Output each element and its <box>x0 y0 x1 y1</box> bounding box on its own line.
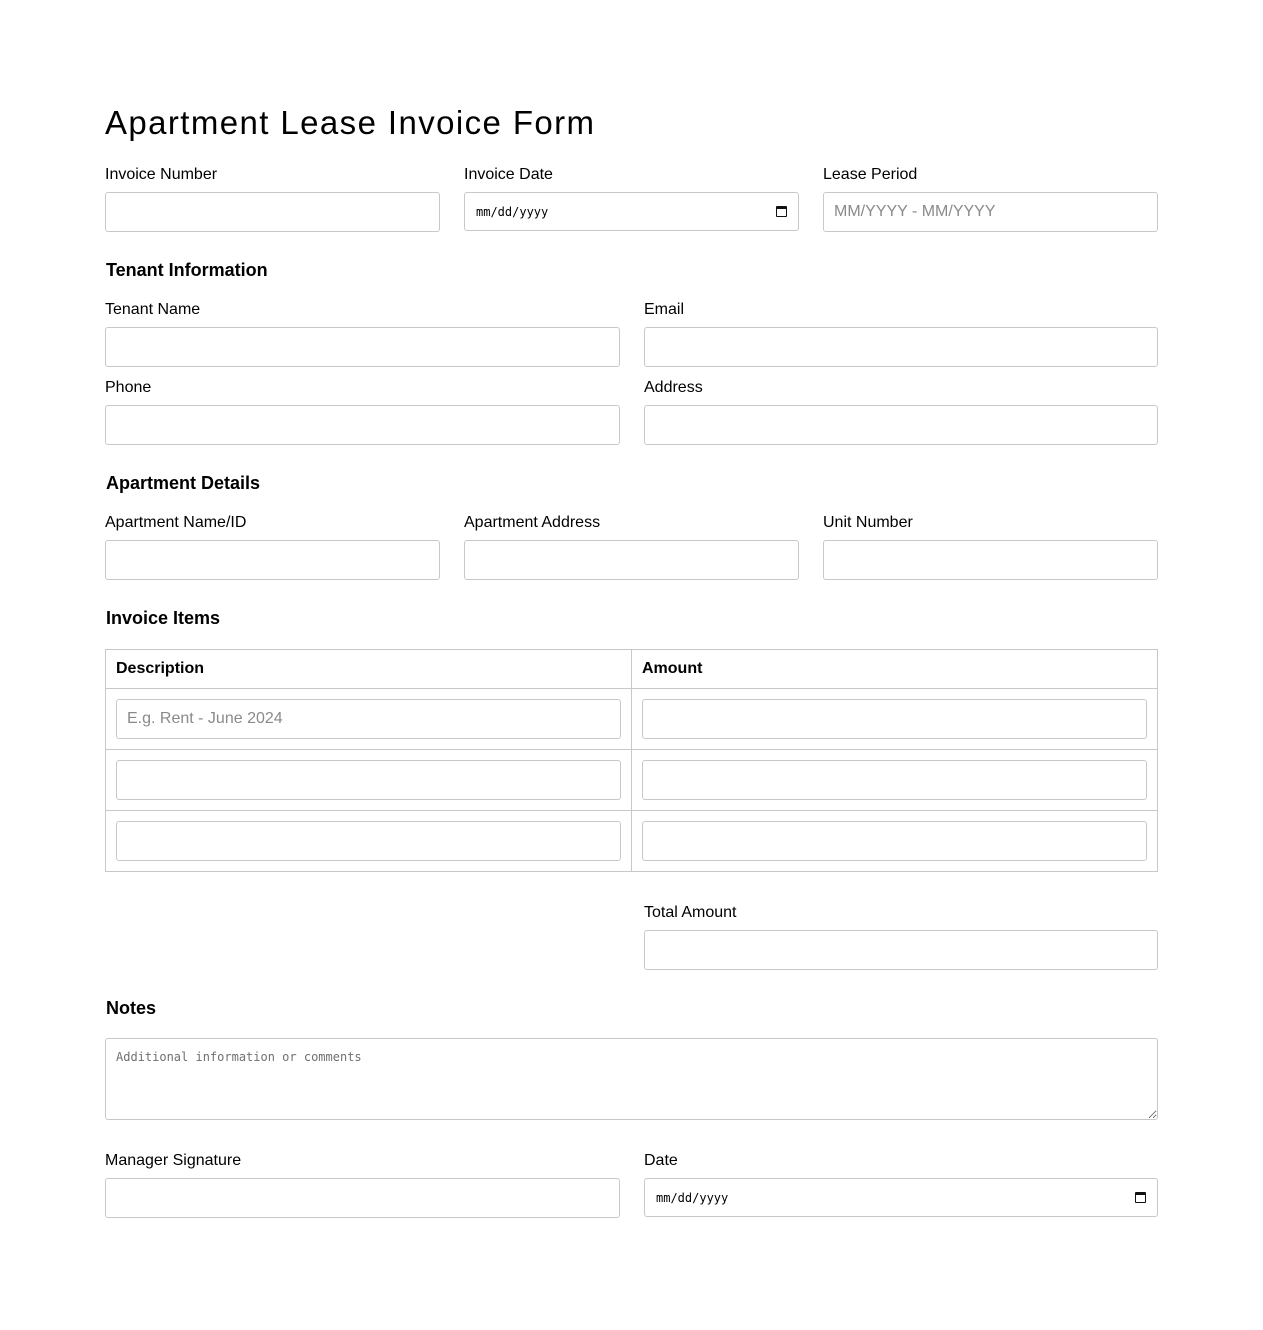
phone-group <box>105 379 620 445</box>
item-description-input[interactable] <box>116 821 621 861</box>
address-label: Address <box>644 379 703 396</box>
email-input[interactable] <box>644 327 1158 367</box>
lease-period-input[interactable] <box>823 192 1158 232</box>
calendar-icon[interactable] <box>1135 1192 1146 1203</box>
phone-input[interactable] <box>105 405 620 445</box>
email-group <box>644 301 1158 367</box>
tenant-name-input[interactable] <box>105 327 620 367</box>
table-row <box>106 689 1158 750</box>
total-amount-input[interactable] <box>644 930 1158 970</box>
apartment-address-group <box>464 514 799 580</box>
lease-period-label: Lease Period <box>823 166 918 183</box>
apartment-name-group <box>105 514 440 580</box>
item-amount-input[interactable] <box>642 699 1147 739</box>
signature-date-group <box>644 1152 1158 1217</box>
notes-heading: Notes <box>106 998 157 1018</box>
phone-label: Phone <box>105 379 152 396</box>
invoice-date-group <box>464 166 799 231</box>
invoice-date-label: Invoice Date <box>464 166 553 183</box>
unit-number-input[interactable] <box>823 540 1158 580</box>
tenant-name-group <box>105 301 620 367</box>
address-input[interactable] <box>644 405 1158 445</box>
description-column-header: Description <box>106 650 632 689</box>
apartment-name-input[interactable] <box>105 540 440 580</box>
tenant-info-heading: Tenant Information <box>106 260 268 280</box>
apartment-address-label: Apartment Address <box>464 514 601 531</box>
manager-signature-group <box>105 1152 620 1218</box>
invoice-items-table <box>105 649 1158 872</box>
calendar-icon[interactable] <box>776 206 787 217</box>
manager-signature-label: Manager Signature <box>105 1152 242 1169</box>
invoice-items-heading: Invoice Items <box>106 608 221 628</box>
item-amount-input[interactable] <box>642 821 1147 861</box>
tenant-name-label: Tenant Name <box>105 301 201 318</box>
invoice-date-input[interactable] <box>464 192 799 231</box>
lease-period-group <box>823 166 1158 232</box>
item-description-input[interactable] <box>116 760 621 800</box>
apartment-address-input[interactable] <box>464 540 799 580</box>
email-label: Email <box>644 301 685 318</box>
notes-textarea[interactable] <box>105 1038 1158 1120</box>
unit-number-group <box>823 514 1158 580</box>
item-description-input[interactable] <box>116 699 621 739</box>
apartment-details-heading: Apartment Details <box>106 473 261 493</box>
amount-column-header: Amount <box>632 650 1158 689</box>
signature-date-label: Date <box>644 1152 678 1169</box>
manager-signature-input[interactable] <box>105 1178 620 1218</box>
unit-number-label: Unit Number <box>823 514 913 531</box>
apartment-name-label: Apartment Name/ID <box>105 514 247 531</box>
total-amount-group <box>644 904 1158 970</box>
signature-date-value: mm/dd/yyyy <box>656 1190 729 1205</box>
table-row <box>106 750 1158 811</box>
page-title: Apartment Lease Invoice Form <box>105 104 596 141</box>
invoice-date-value: mm/dd/yyyy <box>476 204 549 219</box>
total-amount-label: Total Amount <box>644 904 737 921</box>
invoice-number-group <box>105 166 440 232</box>
address-group <box>644 379 1158 445</box>
invoice-number-input[interactable] <box>105 192 440 232</box>
notes-group <box>105 1038 1158 1120</box>
item-amount-input[interactable] <box>642 760 1147 800</box>
invoice-number-label: Invoice Number <box>105 166 218 183</box>
table-header-row <box>106 650 1158 689</box>
signature-date-input[interactable] <box>644 1178 1158 1217</box>
table-row <box>106 811 1158 872</box>
